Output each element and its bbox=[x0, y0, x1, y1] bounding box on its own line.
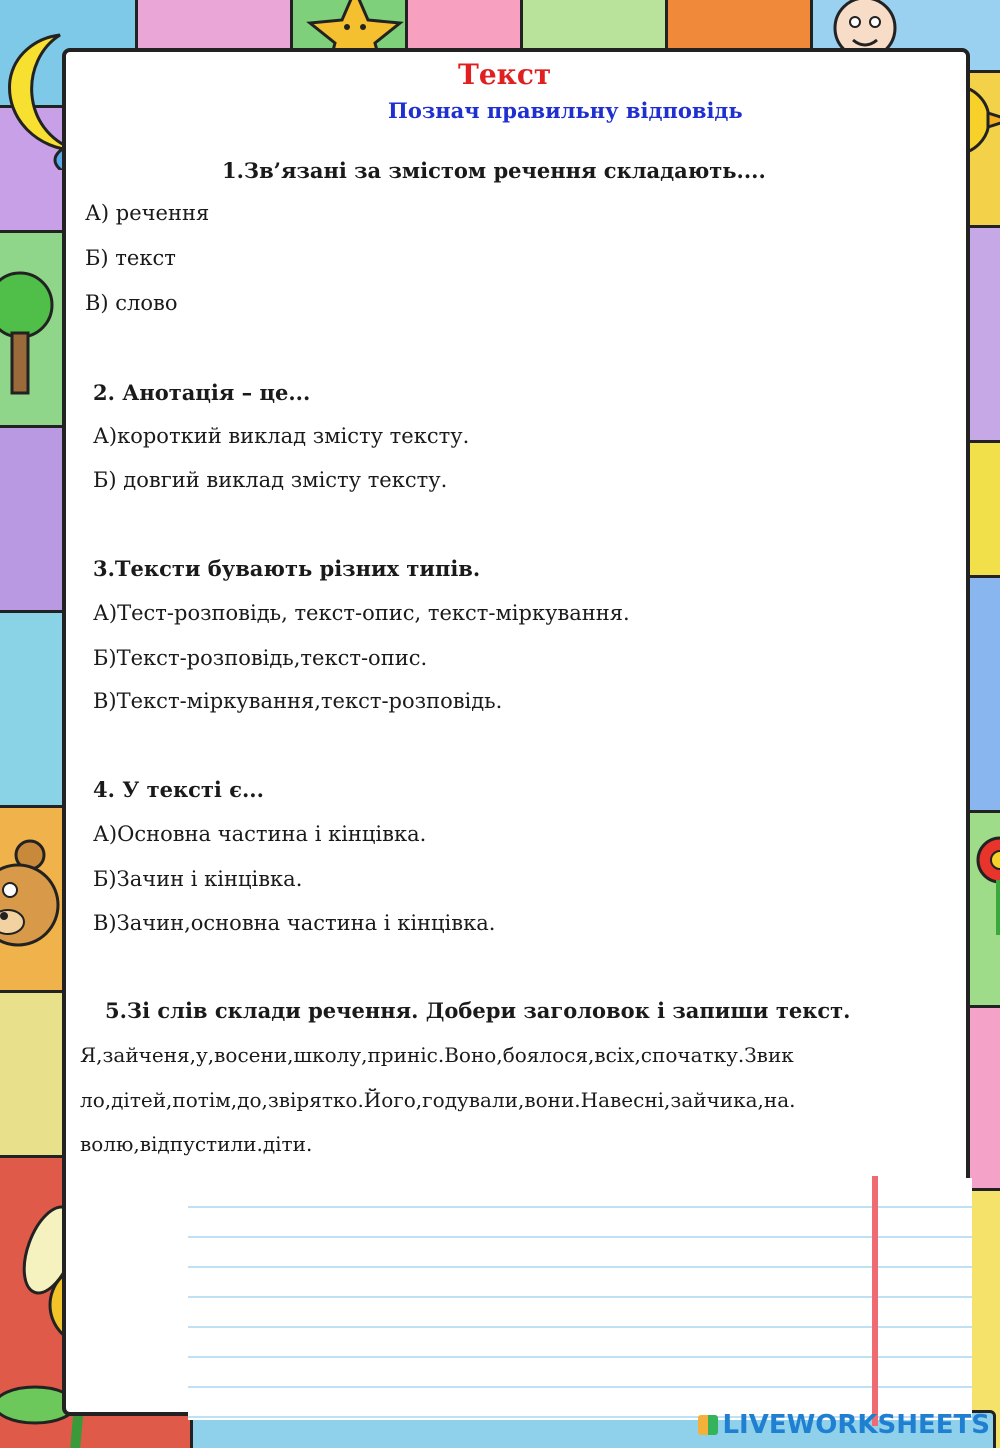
question-5-text-line: Я,зайченя,у,восени,школу,приніс.Воно,боялося,всіх,спочатку.Звик bbox=[80, 1043, 794, 1067]
question-3-option-b[interactable]: Б)Текст-розповідь,текст-опис. bbox=[93, 646, 428, 670]
question-2-prompt: 2. Анотація – це... bbox=[93, 380, 311, 405]
question-4-prompt: 4. У тексті є... bbox=[93, 777, 264, 802]
bear-icon bbox=[0, 830, 60, 960]
page-subtitle: Познач правильну відповідь bbox=[388, 98, 743, 123]
question-3-option-a[interactable]: А)Тест-розповідь, текст-опис, текст-міркування. bbox=[93, 601, 630, 625]
question-5-prompt: 5.Зі слів склади речення. Добери заголовок і запиши текст. bbox=[105, 998, 851, 1023]
question-4-option-c[interactable]: В)Зачин,основна частина і кінцівка. bbox=[93, 911, 496, 935]
question-1-option-c[interactable]: В) слово bbox=[85, 291, 178, 315]
question-4-option-a[interactable]: А)Основна частина і кінцівка. bbox=[93, 822, 427, 846]
page-title: Текст bbox=[458, 58, 552, 91]
liveworksheets-logo bbox=[698, 1410, 990, 1440]
liveworksheets-logo-icon bbox=[698, 1415, 718, 1435]
question-1-option-b[interactable]: Б) текст bbox=[85, 246, 176, 270]
question-4-option-b[interactable]: Б)Зачин і кінцівка. bbox=[93, 867, 303, 891]
answer-writing-area[interactable] bbox=[188, 1178, 972, 1420]
question-5-text-line: ло,дітей,потім,до,звірятко.Його,годували,вони.Навесні,зайчика,на. bbox=[80, 1088, 796, 1112]
question-2-option-a[interactable]: А)короткий виклад змісту тексту. bbox=[93, 424, 470, 448]
question-1-option-a[interactable]: А) речення bbox=[85, 201, 210, 225]
question-2-option-b[interactable]: Б) довгий виклад змісту тексту. bbox=[93, 468, 448, 492]
question-1-prompt: 1.Зв’язані за змістом речення складають.... bbox=[222, 158, 766, 183]
brand-text: LIVEWORKSHEETS bbox=[722, 1410, 990, 1440]
question-5-text-line: волю,відпустили.діти. bbox=[80, 1132, 313, 1156]
tree-icon bbox=[0, 255, 60, 405]
question-3-option-c[interactable]: В)Текст-міркування,текст-розповідь. bbox=[93, 689, 503, 713]
question-3-prompt: 3.Тексти бувають різних типів. bbox=[93, 556, 481, 581]
notebook-margin-line bbox=[872, 1176, 878, 1426]
